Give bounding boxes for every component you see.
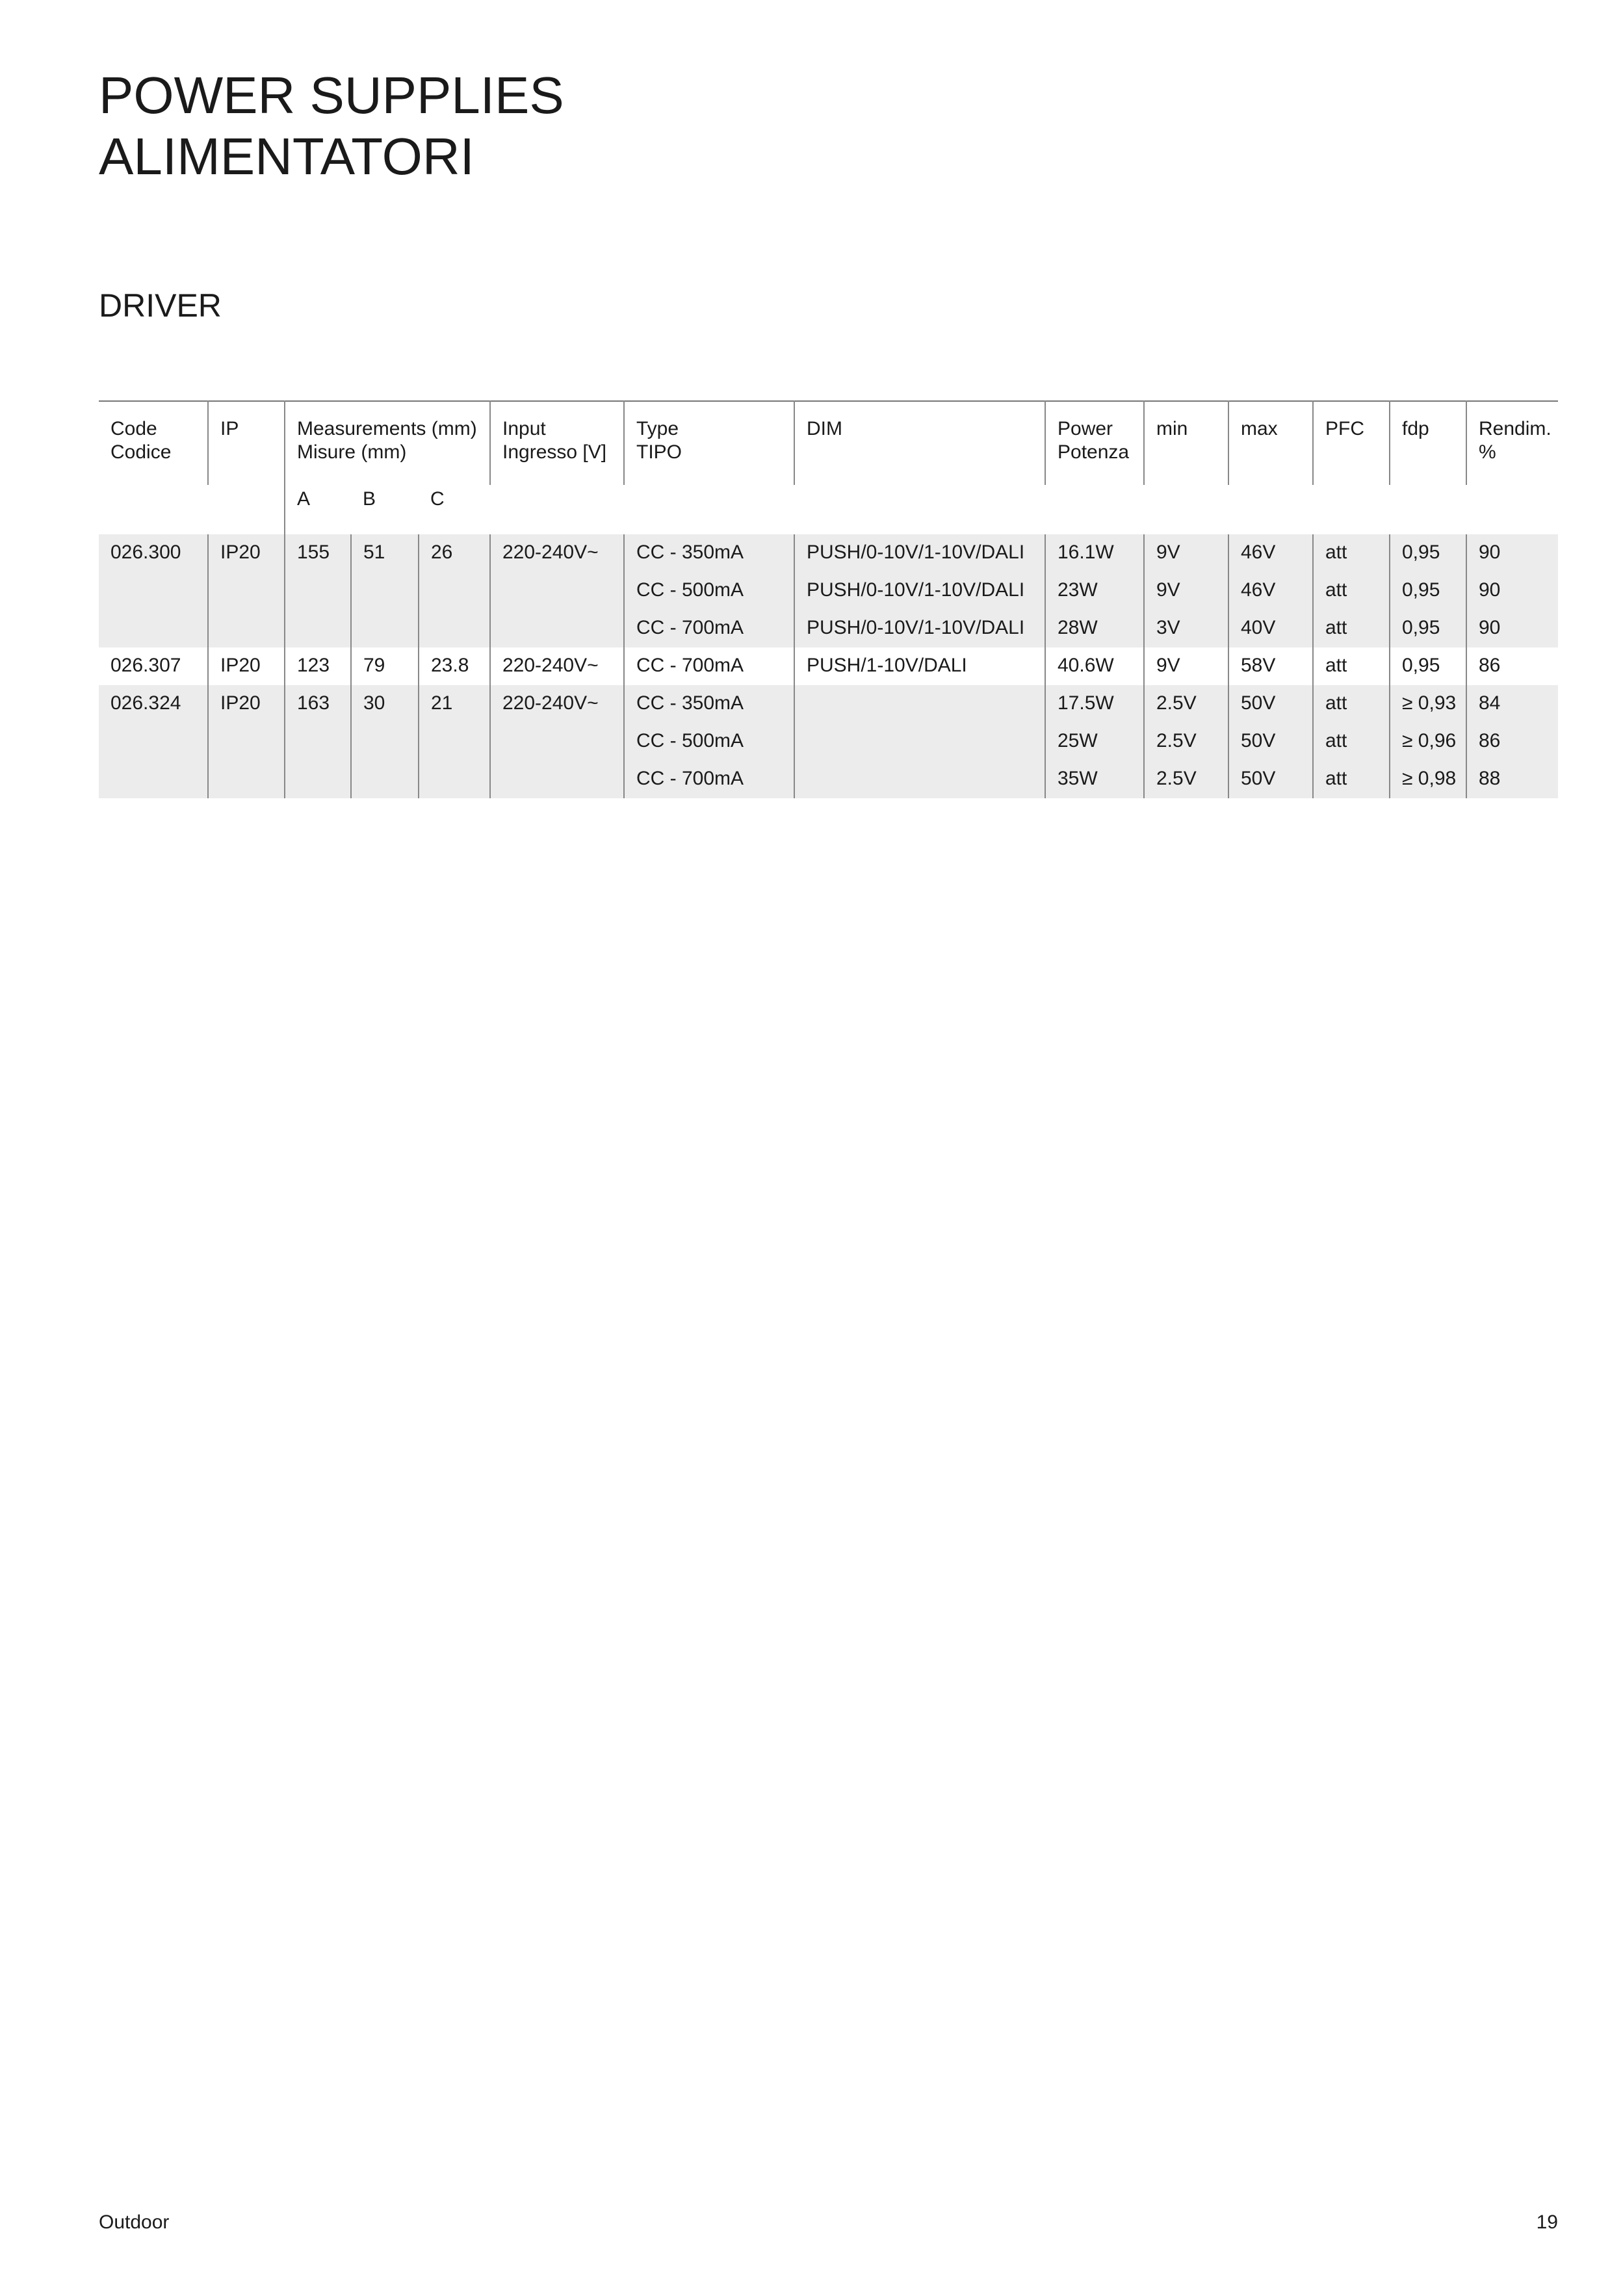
cell-fdp: ≥ 0,96 <box>1390 723 1466 761</box>
cell-rendim: 90 <box>1466 572 1558 610</box>
cell-max: 58V <box>1228 647 1313 685</box>
cell-max: 46V <box>1228 572 1313 610</box>
table-subheader-row <box>99 485 1558 534</box>
cell-a: 123 <box>285 647 351 685</box>
group-026-307 <box>99 647 1558 685</box>
subheader-c: C <box>430 488 445 510</box>
header-max: max <box>1228 401 1313 485</box>
cell-ip: IP20 <box>208 685 285 798</box>
cell-pfc: att <box>1313 534 1390 572</box>
cell-max: 40V <box>1228 610 1313 647</box>
header-type: Type TIPO <box>624 401 794 485</box>
cell-pfc: att <box>1313 685 1390 723</box>
cell-power: 28W <box>1045 610 1144 647</box>
cell-power: 23W <box>1045 572 1144 610</box>
subheader-a: A <box>285 485 351 534</box>
cell-min: 2.5V <box>1144 685 1228 723</box>
cell-min: 2.5V <box>1144 761 1228 798</box>
cell-min: 9V <box>1144 534 1228 572</box>
cell-rendim: 86 <box>1466 723 1558 761</box>
cell-dim: PUSH/0-10V/1-10V/DALI <box>794 572 1045 610</box>
cell-c: 21 <box>419 685 490 798</box>
cell-dim <box>794 685 1045 798</box>
subheader-b: B <box>363 488 376 510</box>
cell-pfc: att <box>1313 647 1390 685</box>
cell-b: 51 <box>351 534 419 647</box>
cell-fdp: 0,95 <box>1390 534 1466 572</box>
cell-code: 026.307 <box>110 655 181 676</box>
cell-max: 50V <box>1228 761 1313 798</box>
header-measurements: Measurements (mm) Misure (mm) <box>285 401 490 485</box>
header-rendim: Rendim. % <box>1466 401 1558 485</box>
cell-fdp: 0,95 <box>1390 610 1466 647</box>
cell-input: 220-240V~ <box>490 647 624 685</box>
table-header-row <box>99 401 1558 485</box>
cell-power: 35W <box>1045 761 1144 798</box>
cell-power: 40.6W <box>1045 647 1144 685</box>
cell-a: 155 <box>285 534 351 647</box>
cell-code: 026.324 <box>110 692 181 714</box>
page-number: 19 <box>1536 2211 1558 2233</box>
cell-type: CC - 500mA <box>624 572 794 610</box>
cell-dim: PUSH/0-10V/1-10V/DALI <box>794 534 1045 572</box>
cell-dim: PUSH/0-10V/1-10V/DALI <box>794 610 1045 647</box>
header-code: Code Codice <box>110 418 172 463</box>
cell-rendim: 90 <box>1466 534 1558 572</box>
header-min: min <box>1144 401 1228 485</box>
cell-fdp: ≥ 0,93 <box>1390 685 1466 723</box>
cell-a: 163 <box>285 685 351 798</box>
cell-pfc: att <box>1313 572 1390 610</box>
cell-type: CC - 350mA <box>624 685 794 723</box>
cell-dim: PUSH/1-10V/DALI <box>794 647 1045 685</box>
title-line-it: ALIMENTATORI <box>99 127 474 185</box>
title-line-en: POWER SUPPLIES <box>99 66 564 124</box>
group-026-324 <box>99 685 1558 798</box>
cell-min: 2.5V <box>1144 723 1228 761</box>
cell-type: CC - 700mA <box>624 647 794 685</box>
driver-table <box>99 400 1558 798</box>
cell-ip: IP20 <box>208 647 285 685</box>
cell-max: 46V <box>1228 534 1313 572</box>
header-pfc: PFC <box>1313 401 1390 485</box>
cell-code: 026.300 <box>110 541 181 563</box>
cell-power: 16.1W <box>1045 534 1144 572</box>
cell-fdp: ≥ 0,98 <box>1390 761 1466 798</box>
cell-type: CC - 350mA <box>624 534 794 572</box>
cell-input: 220-240V~ <box>490 685 624 798</box>
table-row <box>99 647 1558 685</box>
cell-min: 9V <box>1144 647 1228 685</box>
header-fdp: fdp <box>1390 401 1466 485</box>
cell-min: 9V <box>1144 572 1228 610</box>
cell-pfc: att <box>1313 723 1390 761</box>
cell-rendim: 84 <box>1466 685 1558 723</box>
cell-b: 30 <box>351 685 419 798</box>
cell-c: 23.8 <box>419 647 490 685</box>
header-input: Input Ingresso [V] <box>490 401 624 485</box>
cell-power: 17.5W <box>1045 685 1144 723</box>
header-dim: DIM <box>794 401 1045 485</box>
driver-table-container <box>99 400 1558 798</box>
cell-input: 220-240V~ <box>490 534 624 647</box>
cell-fdp: 0,95 <box>1390 647 1466 685</box>
header-ip: IP <box>208 401 285 485</box>
header-power: Power Potenza <box>1045 401 1144 485</box>
cell-min: 3V <box>1144 610 1228 647</box>
cell-type: CC - 700mA <box>624 610 794 647</box>
cell-fdp: 0,95 <box>1390 572 1466 610</box>
cell-pfc: att <box>1313 761 1390 798</box>
cell-type: CC - 700mA <box>624 761 794 798</box>
group-026-300 <box>99 534 1558 647</box>
cell-ip: IP20 <box>208 534 285 647</box>
footer-section-label: Outdoor <box>99 2211 170 2233</box>
cell-c: 26 <box>419 534 490 647</box>
cell-b: 79 <box>351 647 419 685</box>
cell-type: CC - 500mA <box>624 723 794 761</box>
cell-rendim: 88 <box>1466 761 1558 798</box>
table-row <box>99 534 1558 572</box>
cell-max: 50V <box>1228 685 1313 723</box>
table-row <box>99 685 1558 723</box>
cell-rendim: 90 <box>1466 610 1558 647</box>
cell-power: 25W <box>1045 723 1144 761</box>
cell-rendim: 86 <box>1466 647 1558 685</box>
section-title: DRIVER <box>99 287 222 324</box>
cell-max: 50V <box>1228 723 1313 761</box>
cell-pfc: att <box>1313 610 1390 647</box>
page-title <box>99 65 564 187</box>
